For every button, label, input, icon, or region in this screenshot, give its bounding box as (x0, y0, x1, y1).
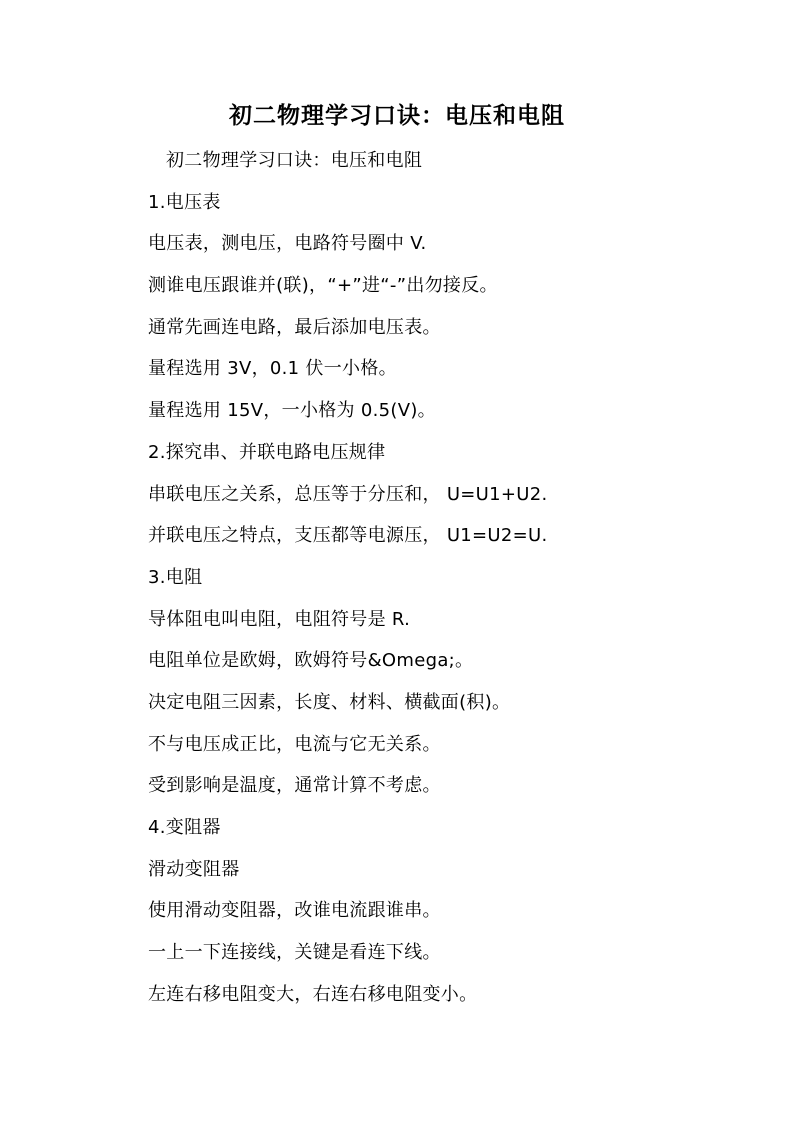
section-heading-voltage-rules: 2.探究串、并联电路电压规律 (148, 441, 386, 463)
section-heading-resistance: 3.电阻 (148, 566, 203, 588)
text-line: 决定电阻三因素，长度、材料、横截面(积)。 (148, 691, 511, 713)
text-line: 并联电压之特点，支压都等电源压， U1=U2=U. (148, 525, 548, 547)
text-line: 电阻单位是欧姆，欧姆符号&Omega;。 (148, 650, 474, 672)
text-line: 测谁电压跟谁并(联)，“+”进“-”出勿接反。 (148, 275, 498, 297)
text-line: 一上一下连接线，关键是看连下线。 (148, 942, 441, 964)
section-heading-voltmeter: 1.电压表 (148, 191, 221, 213)
text-line: 电压表，测电压，电路符号圈中 V. (148, 233, 427, 255)
text-line: 通常先画连电路，最后添加电压表。 (148, 316, 441, 338)
subsection-heading-sliding-rheostat: 滑动变阻器 (148, 858, 240, 880)
section-heading-rheostat: 4.变阻器 (148, 817, 221, 838)
text-line: 串联电压之关系，总压等于分压和， U=U1+U2. (148, 483, 548, 505)
document-title: 初二物理学习口诀：电压和电阻 (229, 102, 565, 129)
text-line: 量程选用 3V，0.1 伏一小格。 (148, 358, 397, 380)
text-line: 使用滑动变阻器，改谁电流跟谁串。 (148, 900, 441, 922)
text-line: 左连右移电阻变大，右连右移电阻变小。 (148, 983, 478, 1005)
document-subtitle: 初二物理学习口诀：电压和电阻 (166, 150, 423, 171)
text-line: 导体阻电叫电阻，电阻符号是 R. (148, 608, 411, 630)
text-line: 量程选用 15V，一小格为 0.5(V)。 (148, 400, 436, 422)
text-line: 受到影响是温度，通常计算不考虑。 (148, 775, 441, 797)
document-body (148, 140, 668, 1015)
text-line: 不与电压成正比，电流与它无关系。 (148, 733, 441, 755)
